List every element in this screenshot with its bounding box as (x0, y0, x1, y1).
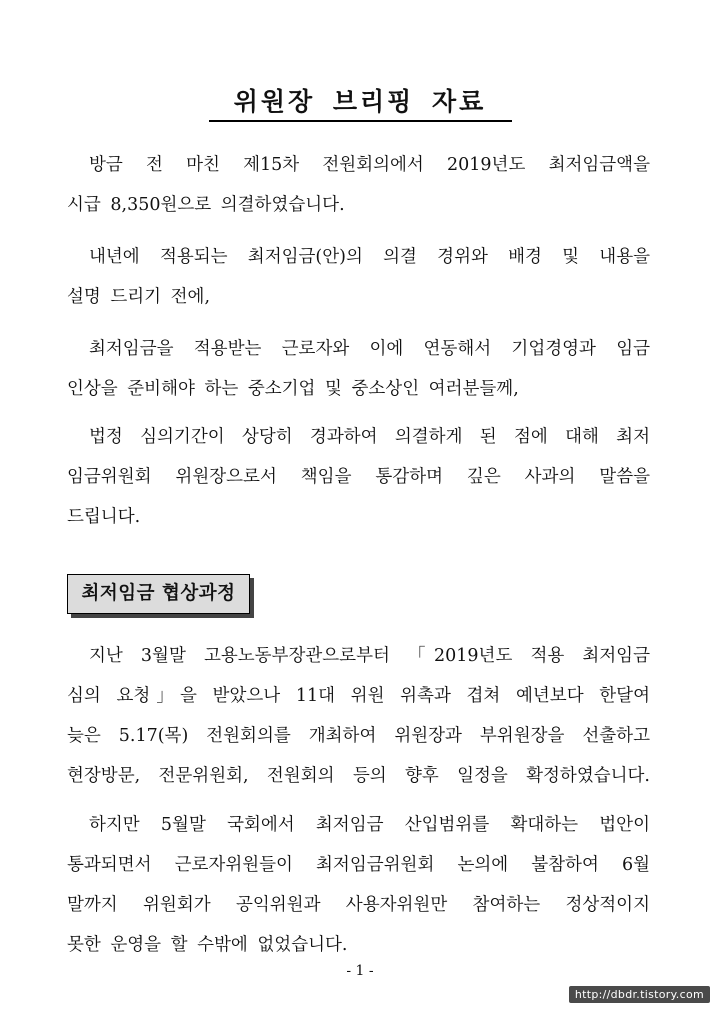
paragraph-line: 최저임금을 적용받는 근로자와 이에 연동해서 기업경영과 임금 (89, 339, 650, 359)
intro-paragraph-4 (67, 417, 650, 537)
section-heading-box (67, 574, 250, 614)
watermark-url: http://dbdr.tistory.com (569, 986, 710, 1003)
paragraph-line: 심의 요청」을 받았으나 11대 위원 위촉과 겹쳐 예년보다 한달여 (67, 686, 650, 706)
paragraph-line: 인상을 준비해야 하는 중소기업 및 중소상인 여러분들께, (67, 379, 519, 399)
intro-paragraph-1 (67, 145, 650, 225)
paragraph-line: 현장방문, 전문위원회, 전원회의 등의 향후 일정을 확정하였습니다. (67, 766, 650, 786)
section-heading: 최저임금 협상과정 (81, 583, 236, 604)
paragraph-line: 방금 전 마친 제15차 전원회의에서 2019년도 최저임금액을 (89, 155, 650, 175)
paragraph-line: 설명 드리기 전에, (67, 287, 211, 307)
section-paragraph-1 (67, 636, 650, 796)
paragraph-line: 늦은 5.17(목) 전원회의를 개최하여 위원장과 부위원장을 선출하고 (67, 726, 650, 746)
paragraph-line: 법정 심의기간이 상당히 경과하여 의결하게 된 점에 대해 최저 (89, 427, 650, 447)
paragraph-line: 시급 8,350원으로 의결하였습니다. (67, 195, 345, 215)
paragraph-line: 지난 3월말 고용노동부장관으로부터 「2019년도 적용 최저임금 (89, 646, 650, 666)
paragraph-line: 내년에 적용되는 최저임금(안)의 의결 경위와 배경 및 내용을 (89, 247, 650, 267)
title-underline (209, 120, 512, 122)
paragraph-line: 드립니다. (67, 507, 141, 527)
paragraph-line: 못한 운영을 할 수밖에 없었습니다. (67, 935, 348, 955)
paragraph-line: 하지만 5월말 국회에서 최저임금 산입범위를 확대하는 법안이 (89, 815, 650, 835)
section-paragraph-2 (67, 805, 650, 965)
paragraph-line: 말까지 위원회가 공익위원과 사용자위원만 참여하는 정상적이지 (67, 895, 650, 915)
paragraph-line: 통과되면서 근로자위원들이 최저임금위원회 논의에 불참하여 6월 (67, 855, 650, 875)
paragraph-line: 임금위원회 위원장으로서 책임을 통감하며 깊은 사과의 말씀을 (67, 467, 650, 487)
intro-paragraph-3 (67, 329, 650, 409)
page-number: - 1 - (346, 963, 374, 979)
intro-paragraph-2 (67, 237, 650, 317)
document-title: 위원장 브리핑 자료 (233, 87, 487, 116)
